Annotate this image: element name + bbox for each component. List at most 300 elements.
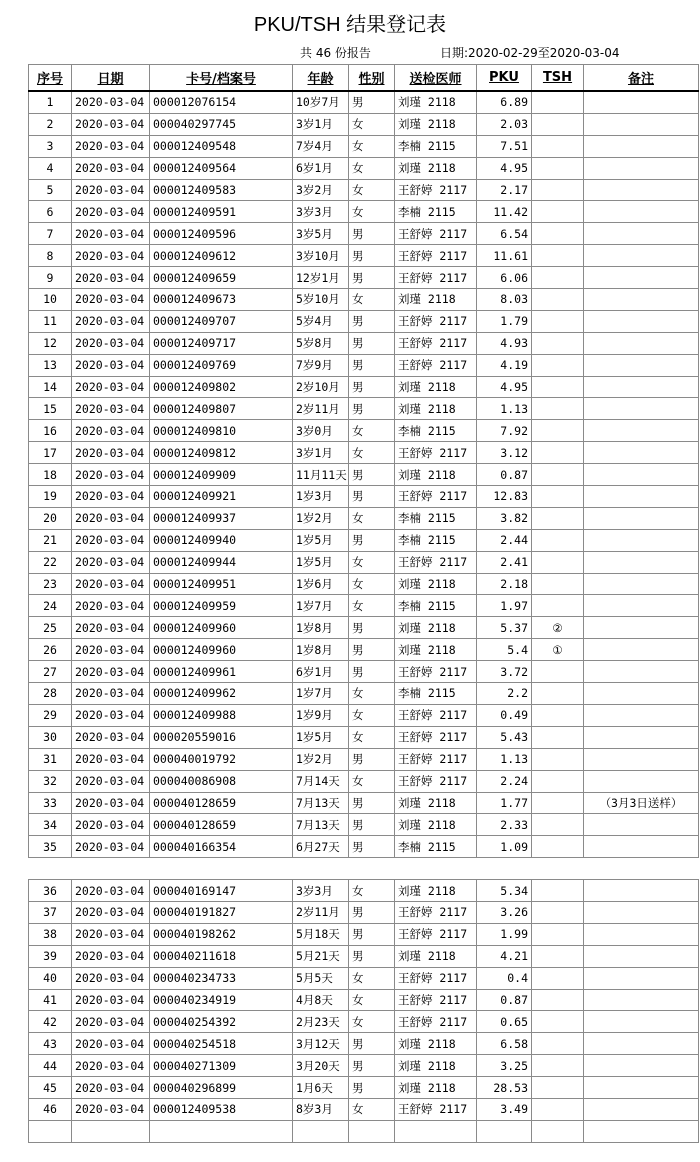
row-index: 27: [29, 661, 72, 683]
column-header-note: 备注: [584, 65, 699, 92]
table-row: [29, 179, 699, 201]
row-card-number: 000012409909: [150, 464, 293, 486]
row-doctor: 刘瑾 2118: [395, 1077, 477, 1099]
row-age: 3岁0月: [293, 420, 349, 442]
row-note: [584, 1098, 699, 1120]
row-sex: 男: [349, 310, 395, 332]
row-sex: 男: [349, 464, 395, 486]
row-pku-value: 1.97: [477, 595, 532, 617]
row-note: [584, 704, 699, 726]
row-age: 1岁2月: [293, 507, 349, 529]
row-age: 1岁3月: [293, 486, 349, 508]
row-note: [584, 267, 699, 289]
row-tsh-mark: [532, 661, 584, 683]
row-card-number: 000040254518: [150, 1033, 293, 1055]
row-pku-value: 4.21: [477, 945, 532, 967]
column-header-index: 序号: [29, 65, 72, 92]
row-index: 9: [29, 267, 72, 289]
row-age: 3岁1月: [293, 442, 349, 464]
row-age: 1岁9月: [293, 704, 349, 726]
row-age: 4月8天: [293, 989, 349, 1011]
row-note: [584, 113, 699, 135]
row-card-number: 000012409769: [150, 354, 293, 376]
page-break-gap: [29, 858, 699, 880]
row-note: [584, 1077, 699, 1099]
row-note: [584, 1011, 699, 1033]
row-tsh-mark: [532, 420, 584, 442]
row-pku-value: 11.42: [477, 201, 532, 223]
row-age: 7月13天: [293, 792, 349, 814]
row-tsh-mark: [532, 529, 584, 551]
column-header-doctor: 送检医师: [395, 65, 477, 92]
row-date: 2020-03-04: [72, 967, 150, 989]
row-doctor: 李楠 2115: [395, 201, 477, 223]
row-tsh-mark: [532, 442, 584, 464]
row-note: [584, 464, 699, 486]
row-date: 2020-03-04: [72, 201, 150, 223]
row-note: [584, 135, 699, 157]
table-row: [29, 267, 699, 289]
row-sex: 男: [349, 945, 395, 967]
row-sex: 男: [349, 245, 395, 267]
row-date: 2020-03-04: [72, 223, 150, 245]
row-index: 25: [29, 617, 72, 639]
row-pku-value: 4.95: [477, 376, 532, 398]
table-row: [29, 332, 699, 354]
row-card-number: 000012409673: [150, 289, 293, 311]
row-index: 20: [29, 507, 72, 529]
row-doctor: 王舒婷 2117: [395, 354, 477, 376]
row-pku-value: 28.53: [477, 1077, 532, 1099]
row-sex: 女: [349, 113, 395, 135]
row-date: 2020-03-04: [72, 507, 150, 529]
row-note: [584, 989, 699, 1011]
table-row: [29, 770, 699, 792]
row-index: 31: [29, 748, 72, 770]
row-note: [584, 486, 699, 508]
column-header-date: 日期: [72, 65, 150, 92]
row-sex: 男: [349, 748, 395, 770]
row-sex: 男: [349, 1055, 395, 1077]
table-row: [29, 595, 699, 617]
row-date: 2020-03-04: [72, 726, 150, 748]
row-date: 2020-03-04: [72, 661, 150, 683]
row-tsh-mark: [532, 289, 584, 311]
row-card-number: 000040254392: [150, 1011, 293, 1033]
row-date: 2020-03-04: [72, 179, 150, 201]
row-note: [584, 354, 699, 376]
row-doctor: 刘瑾 2118: [395, 792, 477, 814]
row-sex: 男: [349, 267, 395, 289]
row-note: [584, 507, 699, 529]
row-card-number: 000012409937: [150, 507, 293, 529]
row-doctor: 刘瑾 2118: [395, 945, 477, 967]
row-date: 2020-03-04: [72, 683, 150, 705]
row-index: 17: [29, 442, 72, 464]
row-sex: 女: [349, 551, 395, 573]
row-doctor: 李楠 2115: [395, 683, 477, 705]
table-row: [29, 1033, 699, 1055]
row-age: 3岁3月: [293, 201, 349, 223]
row-tsh-mark: [532, 945, 584, 967]
row-card-number: 000040296899: [150, 1077, 293, 1099]
row-index: 10: [29, 289, 72, 311]
row-date: 2020-03-04: [72, 1033, 150, 1055]
row-doctor: 王舒婷 2117: [395, 748, 477, 770]
row-doctor: 王舒婷 2117: [395, 1011, 477, 1033]
row-tsh-mark: [532, 486, 584, 508]
table-row: [29, 464, 699, 486]
row-tsh-mark: [532, 880, 584, 902]
row-pku-value: 2.03: [477, 113, 532, 135]
row-pku-value: 7.92: [477, 420, 532, 442]
row-age: 1岁5月: [293, 529, 349, 551]
row-sex: 男: [349, 529, 395, 551]
row-pku-value: 3.25: [477, 1055, 532, 1077]
row-card-number: 000012409802: [150, 376, 293, 398]
column-header-age: 年龄: [293, 65, 349, 92]
row-age: 3岁3月: [293, 880, 349, 902]
row-card-number: 000012409564: [150, 157, 293, 179]
row-card-number: 000012409951: [150, 573, 293, 595]
row-age: 6月27天: [293, 836, 349, 858]
row-pku-value: 6.58: [477, 1033, 532, 1055]
row-note: [584, 923, 699, 945]
row-age: 7岁9月: [293, 354, 349, 376]
table-row: [29, 748, 699, 770]
row-note: [584, 310, 699, 332]
row-tsh-mark: [532, 1033, 584, 1055]
row-age: 1岁6月: [293, 573, 349, 595]
table-header-row: [29, 65, 699, 92]
row-tsh-mark: [532, 814, 584, 836]
row-sex: 女: [349, 573, 395, 595]
row-note: [584, 770, 699, 792]
row-tsh-mark: [532, 507, 584, 529]
row-pku-value: 2.44: [477, 529, 532, 551]
row-note: [584, 1055, 699, 1077]
row-doctor: 李楠 2115: [395, 529, 477, 551]
row-tsh-mark: [532, 376, 584, 398]
table-row: [29, 245, 699, 267]
table-row: [29, 923, 699, 945]
row-age: 10岁7月: [293, 91, 349, 113]
row-date: 2020-03-04: [72, 792, 150, 814]
row-index: 44: [29, 1055, 72, 1077]
row-index: 41: [29, 989, 72, 1011]
table-row: [29, 91, 699, 113]
row-date: 2020-03-04: [72, 551, 150, 573]
row-card-number: 000012409944: [150, 551, 293, 573]
row-tsh-mark: [532, 923, 584, 945]
row-sex: 女: [349, 704, 395, 726]
table-row: [29, 310, 699, 332]
row-tsh-mark: [532, 179, 584, 201]
row-doctor: 李楠 2115: [395, 420, 477, 442]
row-age: 1岁2月: [293, 748, 349, 770]
row-card-number: 000040128659: [150, 814, 293, 836]
row-date: 2020-03-04: [72, 1011, 150, 1033]
row-age: 1岁7月: [293, 595, 349, 617]
row-note: [584, 617, 699, 639]
table-row: [29, 967, 699, 989]
row-age: 12岁1月: [293, 267, 349, 289]
row-sex: 女: [349, 726, 395, 748]
row-card-number: 000012076154: [150, 91, 293, 113]
row-date: 2020-03-04: [72, 398, 150, 420]
row-tsh-mark: [532, 310, 584, 332]
row-index: 23: [29, 573, 72, 595]
row-index: 7: [29, 223, 72, 245]
row-index: 6: [29, 201, 72, 223]
row-pku-value: 3.82: [477, 507, 532, 529]
row-doctor: 刘瑾 2118: [395, 464, 477, 486]
row-index: 19: [29, 486, 72, 508]
results-table: [28, 64, 699, 1143]
row-card-number: 000012409707: [150, 310, 293, 332]
row-card-number: 000012409940: [150, 529, 293, 551]
row-pku-value: 6.54: [477, 223, 532, 245]
row-pku-value: 1.13: [477, 748, 532, 770]
row-doctor: 刘瑾 2118: [395, 1033, 477, 1055]
row-sex: 女: [349, 683, 395, 705]
row-index: 26: [29, 639, 72, 661]
row-card-number: 000012409960: [150, 639, 293, 661]
row-note: [584, 289, 699, 311]
row-index: 46: [29, 1098, 72, 1120]
row-age: 3岁2月: [293, 179, 349, 201]
row-pku-value: 0.87: [477, 989, 532, 1011]
row-age: 2月23天: [293, 1011, 349, 1033]
row-age: 5岁4月: [293, 310, 349, 332]
row-sex: 男: [349, 639, 395, 661]
row-index: 3: [29, 135, 72, 157]
table-row: [29, 135, 699, 157]
row-card-number: 000040191827: [150, 901, 293, 923]
row-note: [584, 420, 699, 442]
row-pku-value: 1.99: [477, 923, 532, 945]
empty-row: [29, 1120, 699, 1142]
table-row: [29, 201, 699, 223]
row-pku-value: 3.72: [477, 661, 532, 683]
row-doctor: 王舒婷 2117: [395, 726, 477, 748]
row-sex: 男: [349, 91, 395, 113]
row-note: [584, 332, 699, 354]
row-doctor: 刘瑾 2118: [395, 376, 477, 398]
row-date: 2020-03-04: [72, 135, 150, 157]
row-card-number: 000040128659: [150, 792, 293, 814]
row-age: 3月20天: [293, 1055, 349, 1077]
row-doctor: 王舒婷 2117: [395, 310, 477, 332]
table-row: [29, 639, 699, 661]
table-row: [29, 1098, 699, 1120]
row-date: 2020-03-04: [72, 289, 150, 311]
row-card-number: 000012409962: [150, 683, 293, 705]
row-note: [584, 529, 699, 551]
row-pku-value: 6.06: [477, 267, 532, 289]
row-age: 8岁3月: [293, 1098, 349, 1120]
row-date: 2020-03-04: [72, 420, 150, 442]
row-index: 34: [29, 814, 72, 836]
table-row: [29, 836, 699, 858]
row-sex: 女: [349, 179, 395, 201]
column-header-pku: PKU: [477, 65, 532, 92]
row-age: 3岁10月: [293, 245, 349, 267]
row-note: [584, 157, 699, 179]
row-tsh-mark: [532, 1055, 584, 1077]
row-pku-value: 3.49: [477, 1098, 532, 1120]
row-index: 11: [29, 310, 72, 332]
row-tsh-mark: [532, 1077, 584, 1099]
row-index: 21: [29, 529, 72, 551]
row-sex: 男: [349, 486, 395, 508]
row-tsh-mark: [532, 1011, 584, 1033]
row-pku-value: 2.33: [477, 814, 532, 836]
row-index: 37: [29, 901, 72, 923]
row-sex: 女: [349, 880, 395, 902]
row-sex: 男: [349, 792, 395, 814]
row-pku-value: 0.87: [477, 464, 532, 486]
row-index: 5: [29, 179, 72, 201]
row-doctor: 李楠 2115: [395, 507, 477, 529]
row-age: 5月5天: [293, 967, 349, 989]
row-tsh-mark: [532, 267, 584, 289]
row-date: 2020-03-04: [72, 617, 150, 639]
row-card-number: 000012409921: [150, 486, 293, 508]
row-pku-value: 5.4: [477, 639, 532, 661]
row-sex: 女: [349, 967, 395, 989]
row-doctor: 王舒婷 2117: [395, 770, 477, 792]
row-age: 1岁8月: [293, 639, 349, 661]
row-index: 30: [29, 726, 72, 748]
row-date: 2020-03-04: [72, 529, 150, 551]
row-note: [584, 376, 699, 398]
table-row: [29, 901, 699, 923]
row-age: 1岁7月: [293, 683, 349, 705]
row-sex: 女: [349, 135, 395, 157]
row-date: 2020-03-04: [72, 770, 150, 792]
row-pku-value: 1.09: [477, 836, 532, 858]
table-row: [29, 989, 699, 1011]
row-sex: 女: [349, 989, 395, 1011]
row-doctor: 刘瑾 2118: [395, 398, 477, 420]
row-age: 3岁5月: [293, 223, 349, 245]
table-body: [29, 91, 699, 1142]
table-row: [29, 486, 699, 508]
row-tsh-mark: [532, 464, 584, 486]
row-pku-value: 12.83: [477, 486, 532, 508]
row-sex: 男: [349, 223, 395, 245]
row-pku-value: 0.65: [477, 1011, 532, 1033]
row-doctor: 李楠 2115: [395, 595, 477, 617]
row-tsh-mark: [532, 551, 584, 573]
row-index: 1: [29, 91, 72, 113]
table-row: [29, 354, 699, 376]
row-pku-value: 2.17: [477, 179, 532, 201]
row-card-number: 000012409959: [150, 595, 293, 617]
row-date: 2020-03-04: [72, 157, 150, 179]
row-note: [584, 595, 699, 617]
row-doctor: 刘瑾 2118: [395, 1055, 477, 1077]
column-header-card: 卡号/档案号: [150, 65, 293, 92]
row-age: 11月11天: [293, 464, 349, 486]
row-sex: 男: [349, 354, 395, 376]
row-note: [584, 398, 699, 420]
row-date: 2020-03-04: [72, 113, 150, 135]
row-note: [584, 245, 699, 267]
row-date: 2020-03-04: [72, 573, 150, 595]
row-doctor: 刘瑾 2118: [395, 113, 477, 135]
table-row: [29, 551, 699, 573]
row-sex: 女: [349, 420, 395, 442]
row-date: 2020-03-04: [72, 901, 150, 923]
row-index: 28: [29, 683, 72, 705]
row-doctor: 刘瑾 2118: [395, 289, 477, 311]
row-doctor: 刘瑾 2118: [395, 880, 477, 902]
row-doctor: 王舒婷 2117: [395, 179, 477, 201]
row-card-number: 000012409960: [150, 617, 293, 639]
row-tsh-mark: [532, 223, 584, 245]
row-sex: 女: [349, 201, 395, 223]
row-age: 2岁10月: [293, 376, 349, 398]
row-sex: 女: [349, 1098, 395, 1120]
row-doctor: 刘瑾 2118: [395, 639, 477, 661]
row-pku-value: 5.43: [477, 726, 532, 748]
column-header-tsh: TSH: [532, 65, 584, 92]
row-date: 2020-03-04: [72, 1098, 150, 1120]
table-row: [29, 420, 699, 442]
row-index: 32: [29, 770, 72, 792]
table-row: [29, 113, 699, 135]
row-card-number: 000012409596: [150, 223, 293, 245]
row-tsh-mark: ②: [532, 617, 584, 639]
row-sex: 男: [349, 398, 395, 420]
row-note: [584, 442, 699, 464]
row-doctor: 王舒婷 2117: [395, 267, 477, 289]
row-card-number: 000012409988: [150, 704, 293, 726]
row-note: [584, 661, 699, 683]
row-sex: 男: [349, 836, 395, 858]
row-age: 7月14天: [293, 770, 349, 792]
row-date: 2020-03-04: [72, 595, 150, 617]
row-date: 2020-03-04: [72, 814, 150, 836]
row-index: 33: [29, 792, 72, 814]
row-tsh-mark: ①: [532, 639, 584, 661]
row-card-number: 000020559016: [150, 726, 293, 748]
row-pku-value: 4.19: [477, 354, 532, 376]
row-sex: 男: [349, 661, 395, 683]
row-sex: 男: [349, 376, 395, 398]
row-age: 1岁5月: [293, 551, 349, 573]
table-row: [29, 289, 699, 311]
row-sex: 女: [349, 1011, 395, 1033]
row-card-number: 000012409810: [150, 420, 293, 442]
row-sex: 男: [349, 1077, 395, 1099]
row-pku-value: 1.13: [477, 398, 532, 420]
row-note: [584, 901, 699, 923]
row-pku-value: 0.4: [477, 967, 532, 989]
row-index: 39: [29, 945, 72, 967]
row-sex: 男: [349, 332, 395, 354]
row-index: 42: [29, 1011, 72, 1033]
row-date: 2020-03-04: [72, 442, 150, 464]
row-age: 1月6天: [293, 1077, 349, 1099]
row-tsh-mark: [532, 91, 584, 113]
row-note: [584, 880, 699, 902]
row-date: 2020-03-04: [72, 267, 150, 289]
row-doctor: 王舒婷 2117: [395, 989, 477, 1011]
row-date: 2020-03-04: [72, 1055, 150, 1077]
